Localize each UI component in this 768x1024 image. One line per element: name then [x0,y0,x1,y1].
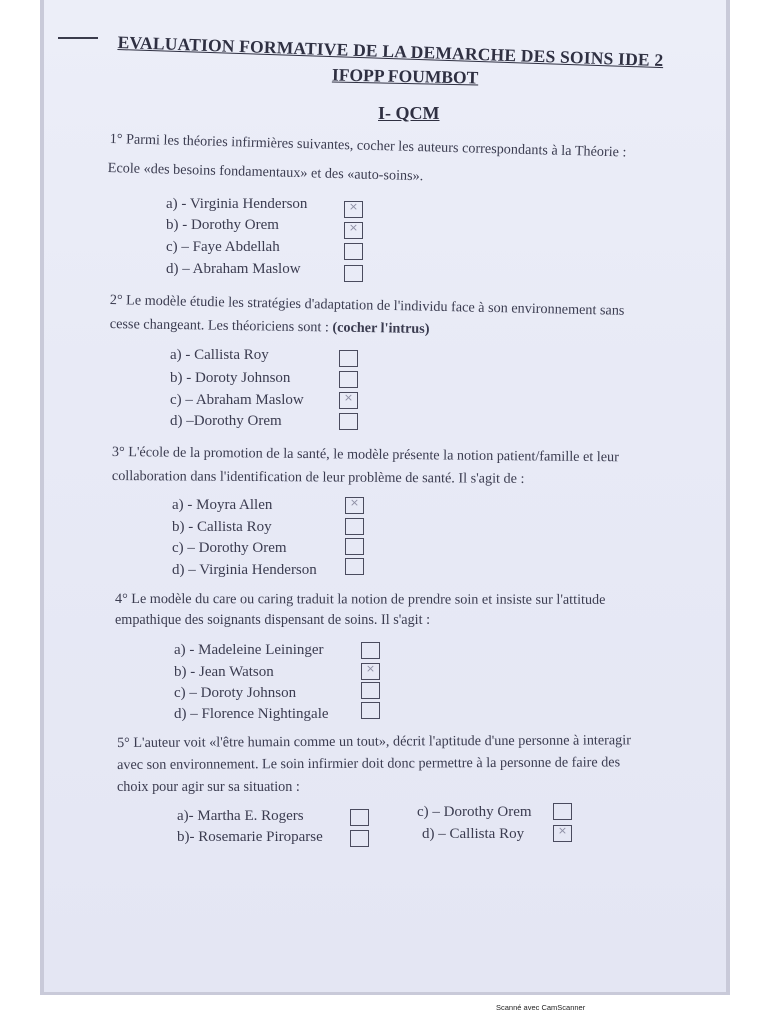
q2-option-d-label: d) –Dorothy Orem [170,413,282,429]
check-mark-icon: × [557,824,568,837]
question-2-line-2-text: cesse changeant. Les théoriciens sont : [109,316,333,336]
q1-option-a-checkbox[interactable] [344,201,363,218]
document-title: EVALUATION FORMATIVE DE LA DEMARCHE DES SOINS IDE 2 [117,32,664,71]
check-mark-icon: × [348,221,359,234]
q1-option-b-label: b) - Dorothy Orem [166,217,279,233]
scanner-watermark: Scanné avec CamScanner [496,1003,586,1012]
q4-option-b-checkbox[interactable] [361,663,380,680]
photo-background-left [0,0,44,995]
q3-option-d-checkbox[interactable] [345,558,364,575]
question-5-line-3: choix pour agir sur sa situation : [117,779,300,795]
question-2-line-2 [110,316,430,338]
q1-option-d-label: d) – Abraham Maslow [166,261,301,277]
q3-option-b-label: b) - Callista Roy [172,519,272,535]
q4-option-c-checkbox[interactable] [361,682,380,699]
q1-option-c-label: c) – Faye Abdellah [166,239,280,255]
question-3-line-2: collaboration dans l'identification de leur problème de santé. Il s'agit de : [111,468,525,487]
q3-option-d-label: d) – Virginia Henderson [172,562,317,578]
q3-option-b-checkbox[interactable] [345,518,364,535]
question-5-line-2: avec son environnement. Le soin infirmier doit donc permettre à la personne de faire des [117,754,621,773]
q5-option-d-checkbox[interactable] [553,825,572,842]
q2-option-d-checkbox[interactable] [339,413,358,430]
check-mark-icon: × [343,391,354,404]
q1-option-a-label: a) - Virginia Henderson [166,196,308,212]
check-mark-icon: × [348,200,359,213]
section-title: I- QCM [378,103,440,123]
question-3-line-1: 3° L'école de la promotion de la santé, le modèle présente la notion patient/famille et leur [111,444,619,466]
exam-sheet [44,0,726,992]
photo-background-right [726,0,768,995]
q2-option-a-checkbox[interactable] [339,350,358,367]
corner-rule [58,37,98,39]
q2-option-c-label: c) – Abraham Maslow [170,392,304,408]
q2-option-b-checkbox[interactable] [339,371,358,388]
question-4-line-2: empathique des soignants dispensant de soins. Il s'agit : [115,612,431,628]
q3-option-c-checkbox[interactable] [345,538,364,555]
q2-option-b-label: b) - Doroty Johnson [170,370,291,386]
q3-option-c-label: c) – Dorothy Orem [172,540,287,556]
question-2-line-1: 2° Le modèle étudie les stratégies d'adaptation de l'individu face à son environnement sans [109,292,625,319]
q1-option-c-checkbox[interactable] [344,243,363,260]
q4-option-a-label: a) - Madeleine Leininger [174,642,324,658]
document-subtitle: IFOPP FOUMBOT [331,64,479,88]
q4-option-b-label: b) - Jean Watson [174,664,274,680]
q5-option-d-label: d) – Callista Roy [422,826,525,842]
check-mark-icon: × [349,496,360,509]
q4-option-d-label: d) – Florence Nightingale [174,706,329,722]
question-5-line-1: 5° L'auteur voit «l'être humain comme un tout», décrit l'aptitude d'une personne à interagir [117,732,631,751]
q2-option-a-label: a) - Callista Roy [170,347,269,363]
question-1-line-2: Ecole «des besoins fondamentaux» et des «auto-soins». [107,160,424,185]
q5-option-c-label: c) – Dorothy Orem [417,804,532,820]
q1-option-b-checkbox[interactable] [344,222,363,239]
q5-option-a-label: a)- Martha E. Rogers [177,808,304,824]
q5-option-a-checkbox[interactable] [350,809,369,826]
q4-option-c-label: c) – Doroty Johnson [174,685,297,701]
question-1-line-1: 1° Parmi les théories infirmières suivantes, cocher les auteurs correspondants à la Théorie : [109,131,627,161]
question-2-emphasis: (cocher l'intrus) [332,319,430,338]
check-mark-icon: × [365,662,376,675]
q5-option-c-checkbox[interactable] [553,803,572,820]
q5-option-b-checkbox[interactable] [350,830,369,847]
q4-option-a-checkbox[interactable] [361,642,380,659]
q4-option-d-checkbox[interactable] [361,702,380,719]
q3-option-a-label: a) - Moyra Allen [172,497,273,513]
q5-option-b-label: b)- Rosemarie Piroparse [177,829,323,845]
q1-option-d-checkbox[interactable] [344,265,363,282]
q2-option-c-checkbox[interactable] [339,392,358,409]
q3-option-a-checkbox[interactable] [345,497,364,514]
question-4-line-1: 4° Le modèle du care ou caring traduit la notion de prendre soin et insiste sur l'attitude [114,591,606,608]
